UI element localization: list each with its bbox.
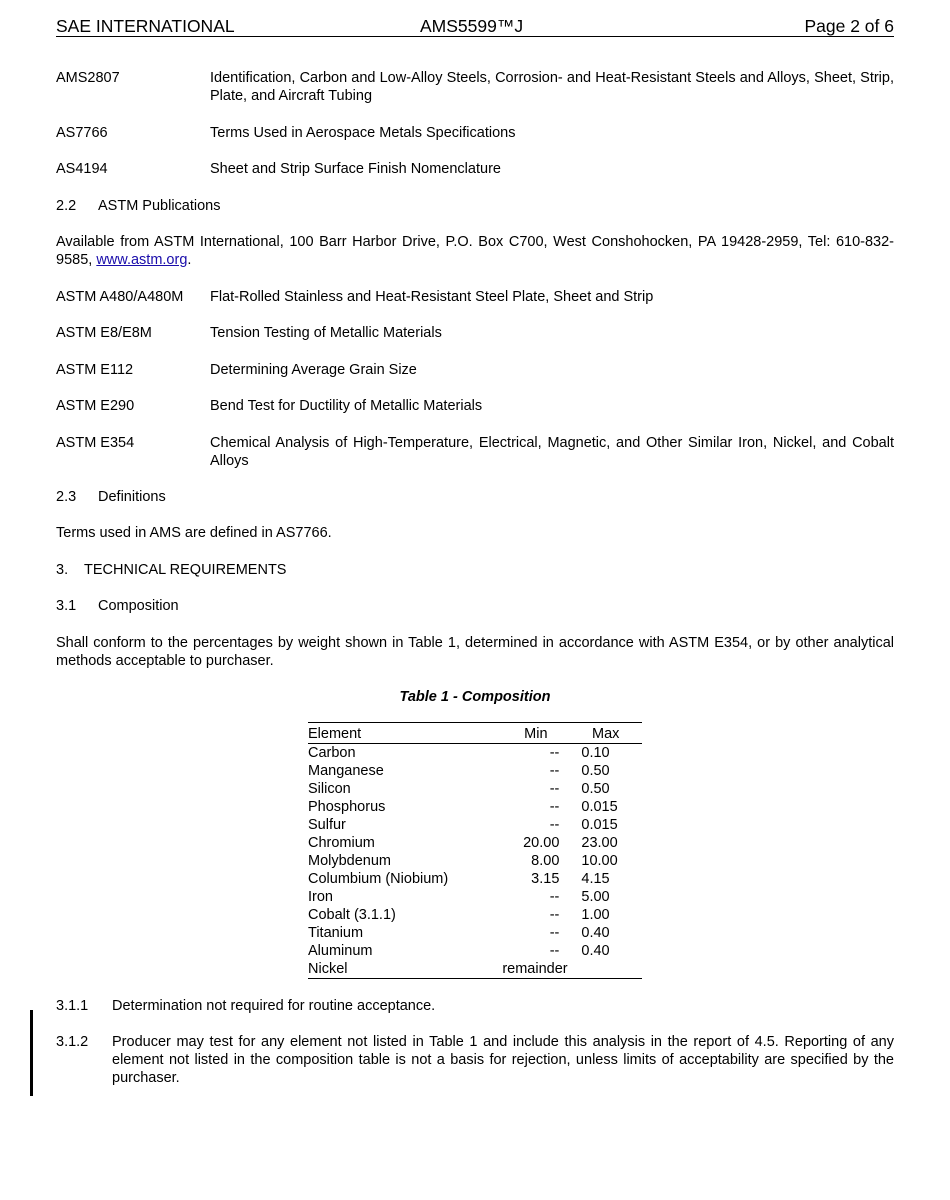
section-title: TECHNICAL REQUIREMENTS <box>84 562 287 578</box>
reference-code: ASTM E290 <box>56 398 135 414</box>
document-page <box>56 0 894 1200</box>
reference-code: ASTM E8/E8M <box>56 325 152 341</box>
cell-min: -- <box>549 817 560 833</box>
table-body <box>308 744 642 979</box>
section-2-3-heading <box>56 488 894 506</box>
cell-max: 0.015 <box>581 799 618 815</box>
reference-code: ASTM A480/A480M <box>56 289 184 305</box>
reference-title: Tension Testing of Metallic Materials <box>210 325 442 341</box>
section-number: 3. <box>56 562 69 578</box>
cell-min: -- <box>549 799 560 815</box>
composition-table <box>308 722 642 979</box>
cell-max: 5.00 <box>581 889 610 905</box>
cell-element: Titanium <box>308 925 364 941</box>
section-number: 2.2 <box>56 198 77 214</box>
header-max: Max <box>569 723 642 744</box>
table-row-nickel <box>308 960 642 979</box>
reference-astm-e354 <box>56 434 894 470</box>
cell-max: 1.00 <box>581 907 610 923</box>
cell-element: Cobalt (3.1.1) <box>308 907 396 923</box>
table-header-row <box>308 723 642 744</box>
cell-max: 0.10 <box>581 745 610 761</box>
cell-min: -- <box>549 745 560 761</box>
reference-title: Identification, Carbon and Low-Alloy Steels, Corrosion- and Heat-Resistant Steels and Alloys, Sheet, Strip, Plate, and Aircraft Tubing <box>210 70 894 104</box>
composition-paragraph: Shall conform to the percentages by weight shown in Table 1, determined in accordance with ASTM E354, or by other analytical methods acceptable to purchaser. <box>56 635 894 669</box>
table-row <box>308 888 642 906</box>
header-min: Min <box>502 723 569 744</box>
cell-element: Sulfur <box>308 817 346 833</box>
reference-title: Bend Test for Ductility of Metallic Materials <box>210 398 483 414</box>
cell-max: 0.015 <box>581 817 618 833</box>
section-number: 3.1.2 <box>56 1034 89 1050</box>
section-number: 3.1.1 <box>56 998 89 1014</box>
table-row <box>308 852 642 870</box>
header-document-number: AMS5599™J <box>420 16 524 36</box>
cell-remainder: remainder <box>502 961 568 977</box>
table-row <box>308 780 642 798</box>
reference-astm-e290 <box>56 397 894 415</box>
section-title: Definitions <box>98 489 166 505</box>
availability-period: . <box>187 252 192 268</box>
table-row <box>308 942 642 960</box>
cell-min: -- <box>549 781 560 797</box>
cell-element: Manganese <box>308 763 384 779</box>
reference-title: Flat-Rolled Stainless and Heat-Resistant Steel Plate, Sheet and Strip <box>210 289 654 305</box>
cell-min: -- <box>549 763 560 779</box>
cell-element: Nickel <box>308 961 348 977</box>
cell-element: Chromium <box>308 835 375 851</box>
cell-min: 8.00 <box>531 853 560 869</box>
cell-min: -- <box>549 943 560 959</box>
section-number: 2.3 <box>56 489 77 505</box>
cell-min: 20.00 <box>523 835 560 851</box>
page-header <box>56 16 894 37</box>
reference-ams2807 <box>56 69 894 105</box>
reference-as4194 <box>56 160 894 178</box>
reference-code: ASTM E354 <box>56 435 135 451</box>
reference-as7766 <box>56 124 894 142</box>
header-element: Element <box>308 723 502 744</box>
section-3-1-1 <box>56 997 894 1015</box>
cell-element: Iron <box>308 889 333 905</box>
section-text: Producer may test for any element not listed in Table 1 and include this analysis in the report of 4.5. Reporting of any element not listed in the composition table is not a basis for rejection, unless limits of acceptability are specified by the purchaser. <box>112 1034 894 1086</box>
section-title: Composition <box>98 598 179 614</box>
cell-max: 4.15 <box>581 871 610 887</box>
table-row <box>308 924 642 942</box>
cell-element: Carbon <box>308 745 356 761</box>
cell-element: Aluminum <box>308 943 373 959</box>
section-3-1-heading <box>56 597 894 615</box>
table-row <box>308 798 642 816</box>
reference-title: Chemical Analysis of High-Temperature, Electrical, Magnetic, and Other Similar Iron, Nickel, and Cobalt Alloys <box>210 435 894 469</box>
table-row <box>308 906 642 924</box>
reference-astm-e8 <box>56 324 894 342</box>
table-row <box>308 762 642 780</box>
revision-change-bar <box>30 1010 33 1096</box>
table-caption: Table 1 - Composition <box>399 689 551 705</box>
cell-element: Columbium (Niobium) <box>308 871 449 887</box>
cell-element: Phosphorus <box>308 799 386 815</box>
availability-text: Available from ASTM International, 100 Barr Harbor Drive, P.O. Box C700, West Conshohocken, PA 19428-2959, Tel: 610-832-9585, <box>56 234 894 268</box>
cell-max: 0.50 <box>581 763 610 779</box>
section-number: 3.1 <box>56 598 77 614</box>
section-text: Determination not required for routine acceptance. <box>112 998 436 1014</box>
cell-element: Molybdenum <box>308 853 392 869</box>
reference-code: AS4194 <box>56 161 108 177</box>
definitions-paragraph: Terms used in AMS are defined in AS7766. <box>56 525 332 541</box>
reference-code: AS7766 <box>56 125 108 141</box>
reference-astm-a480 <box>56 288 894 306</box>
cell-max: 10.00 <box>581 853 618 869</box>
header-organization: SAE INTERNATIONAL <box>56 16 235 36</box>
cell-min: -- <box>549 925 560 941</box>
reference-astm-e112 <box>56 361 894 379</box>
reference-code: AMS2807 <box>56 70 120 86</box>
reference-title: Sheet and Strip Surface Finish Nomenclature <box>210 161 501 177</box>
header-page-number: Page 2 of 6 <box>804 16 894 36</box>
cell-max: 0.40 <box>581 943 610 959</box>
cell-element: Silicon <box>308 781 351 797</box>
cell-min: 3.15 <box>531 871 560 887</box>
cell-max: 0.50 <box>581 781 610 797</box>
reference-title: Determining Average Grain Size <box>210 362 417 378</box>
cell-max: 0.40 <box>581 925 610 941</box>
reference-code: ASTM E112 <box>56 362 134 378</box>
section-3-1-2 <box>56 1033 894 1087</box>
table-row <box>308 744 642 763</box>
reference-title: Terms Used in Aerospace Metals Specifications <box>210 125 516 141</box>
section-2-2-heading <box>56 197 894 215</box>
table-row <box>308 870 642 888</box>
astm-availability-paragraph <box>56 233 894 269</box>
section-3-heading <box>56 561 894 579</box>
cell-min: -- <box>549 889 560 905</box>
section-title: ASTM Publications <box>98 198 221 214</box>
table-row <box>308 834 642 852</box>
cell-max: 23.00 <box>581 835 618 851</box>
table-row <box>308 816 642 834</box>
astm-website-link[interactable]: www.astm.org <box>96 252 188 268</box>
cell-min: -- <box>549 907 560 923</box>
